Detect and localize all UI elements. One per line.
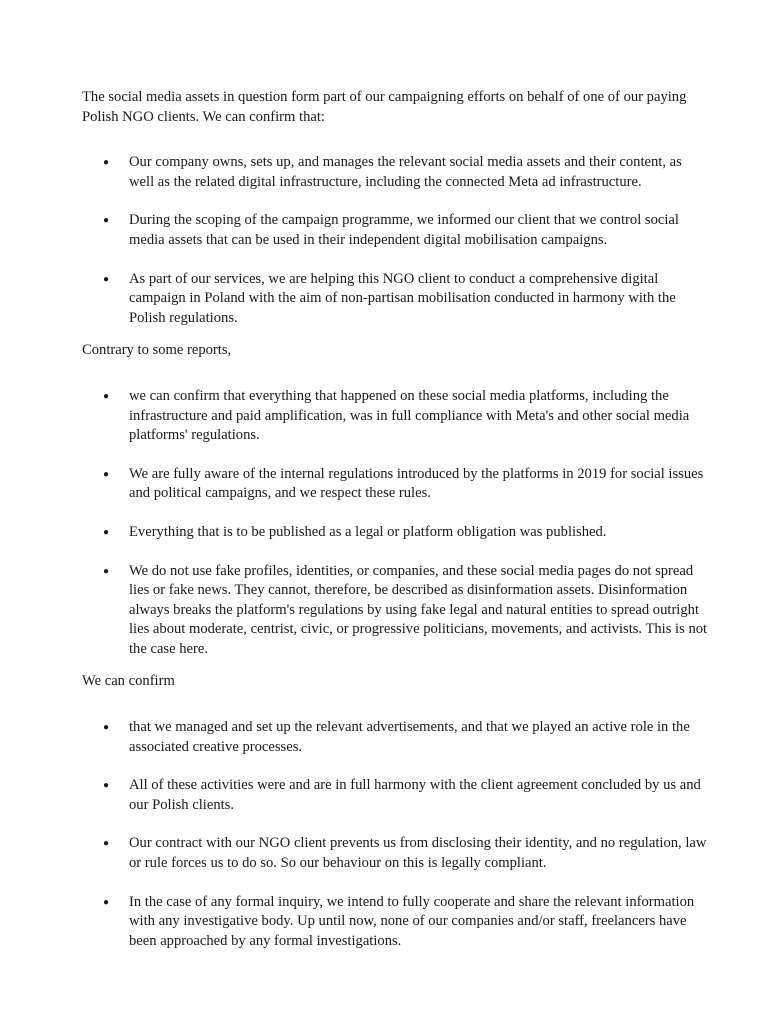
list-item: ● During the scoping of the campaign programme, we informed our client that we control social media assets that can be used in their independent digital mobilisation campaigns. <box>82 211 710 250</box>
list-item: ● Everything that is to be published as a legal or platform obligation was published. <box>82 523 710 543</box>
intro-paragraph: The social media assets in question form part of our campaigning efforts on behalf of one of our paying Polish NGO clients. We can confirm that: <box>82 89 687 125</box>
list-item: ● Our company owns, sets up, and manages the relevant social media assets and their content, as well as the related digital infrastructure, including the connected Meta ad infrastructure. <box>82 153 710 192</box>
list-item: ● All of these activities were and are in full harmony with the client agreement concluded by us and our Polish clients. <box>82 776 710 815</box>
confirmation-list <box>82 153 710 328</box>
list-item: ● Our contract with our NGO client prevents us from disclosing their identity, and no regulation, law or rule forces us to do so. So our behaviour on this is legally compliant. <box>82 834 710 873</box>
list-item: ● As part of our services, we are helping this NGO client to conduct a comprehensive digital campaign in Poland with the aim of non-partisan mobilisation conducted in harmony with the Polish regulations. <box>82 270 710 329</box>
compliance-list <box>82 387 710 660</box>
list-item: ● We are fully aware of the internal regulations introduced by the platforms in 2019 for social issues and political campaigns, and we respect these rules. <box>82 465 710 504</box>
document-page <box>82 88 710 951</box>
list-item: ● We do not use fake profiles, identities, or companies, and these social media pages do not spread lies or fake news. They cannot, therefore, be described as disinformation assets. Disinformation always breaks the platform's regulations by using fake legal and natural entities to spread outright lies about moderate, centrist, civic, or progressive politicians, movements, and activists. This is not the case here. <box>82 562 710 660</box>
activities-list <box>82 718 710 951</box>
list-item: ● we can confirm that everything that happened on these social media platforms, including the infrastructure and paid amplification, was in full compliance with Meta's and other social media platforms' regulations. <box>82 387 710 446</box>
list-item: ● that we managed and set up the relevant advertisements, and that we played an active role in the associated creative processes. <box>82 718 710 757</box>
confirm-paragraph: We can confirm <box>82 673 175 690</box>
list-item: ● In the case of any formal inquiry, we intend to fully cooperate and share the relevant information with any investigative body. Up until now, none of our companies and/or staff, freelancers have been approached by any formal investigations. <box>82 893 710 952</box>
contrary-paragraph: Contrary to some reports, <box>82 342 232 359</box>
